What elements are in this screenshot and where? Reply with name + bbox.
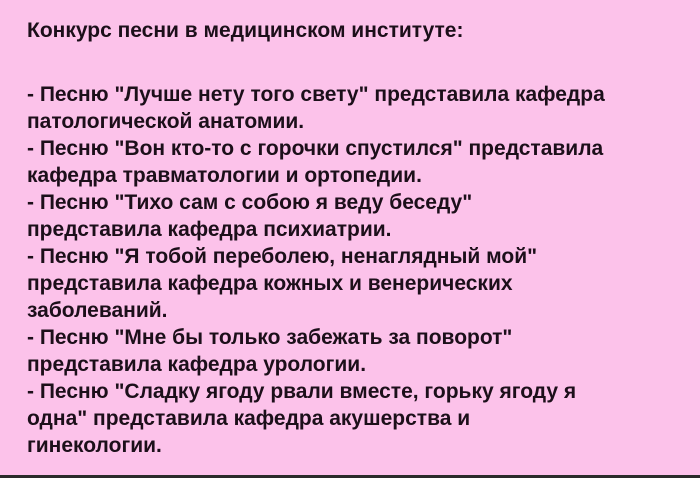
joke-line: - Песню "Тихо сам с собою я веду беседу"	[27, 191, 473, 214]
joke-item	[27, 243, 700, 324]
joke-line: - Песню "Вон кто-то с горочки спустился" представила	[27, 137, 604, 160]
page-title: Конкурс песни в медицинском институте:	[27, 19, 464, 42]
joke-item	[27, 324, 700, 378]
joke-line: патологической анатомии.	[27, 110, 305, 133]
joke-line: одна" представила кафедра акушерства и	[27, 407, 471, 430]
joke-line: - Песню "Сладку ягоду рвали вместе, горьку ягоду я	[27, 380, 577, 403]
joke-item	[27, 81, 700, 135]
joke-line: представила кафедра психиатрии.	[27, 218, 392, 241]
joke-line: - Песню "Лучше нету того свету" представила кафедра	[27, 83, 605, 106]
joke-line: кафедра травматологии и ортопедии.	[27, 164, 422, 187]
joke-line: заболеваний.	[27, 299, 168, 322]
joke-item	[27, 189, 700, 243]
joke-line: представила кафедра кожных и венерических	[27, 272, 513, 295]
joke-line: гинекологии.	[27, 434, 162, 457]
joke-line: - Песню "Мне бы только забежать за поворот"	[27, 326, 513, 349]
joke-item	[27, 378, 700, 459]
joke-line: - Песню "Я тобой переболею, ненаглядный мой"	[27, 245, 538, 268]
joke-list	[27, 81, 700, 459]
joke-item	[27, 135, 700, 189]
joke-line: представила кафедра урологии.	[27, 353, 367, 376]
